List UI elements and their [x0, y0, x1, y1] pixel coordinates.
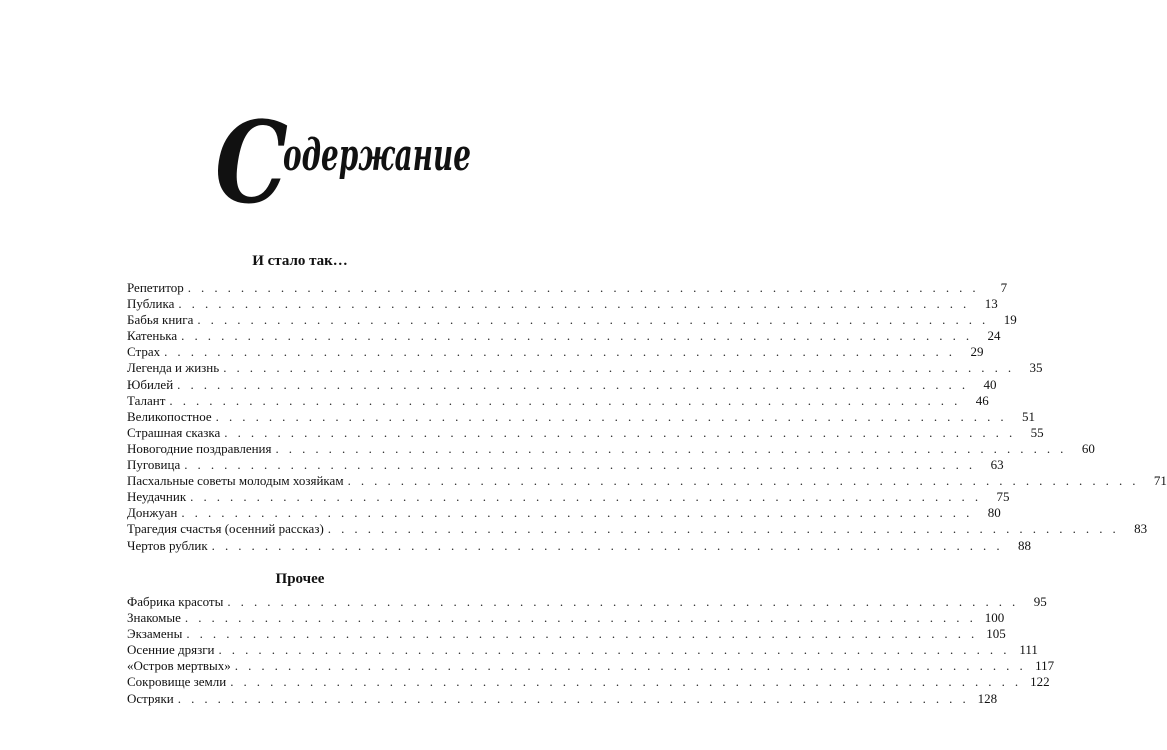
toc-entry [127, 626, 1006, 642]
toc-entry [127, 610, 1005, 626]
toc-entry-page-number: 7 [1000, 280, 1008, 295]
toc-entry-title: Донжуан [127, 505, 178, 521]
dot-leader [275, 441, 1066, 457]
dot-leader [177, 377, 968, 393]
toc-entry [127, 674, 1050, 690]
dot-leader [212, 538, 1003, 554]
toc-entry [127, 521, 1148, 537]
toc-entry-title: Экзамены [127, 626, 183, 642]
dot-leader [216, 409, 1007, 425]
dot-leader [190, 489, 981, 505]
toc-entry [127, 408, 1036, 425]
dot-leader [181, 505, 972, 521]
title-rest: одержание [283, 130, 471, 181]
dot-leader [328, 521, 1119, 537]
toc-entry [127, 537, 1032, 554]
toc-entry-title: Страшная сказка [127, 424, 221, 440]
toc-entry [127, 392, 989, 409]
dot-leader [219, 642, 1010, 658]
toc-entry-page-number: 24 [987, 328, 1001, 344]
toc-entry [127, 457, 1004, 473]
toc-entry-page-number: 75 [996, 489, 1010, 505]
toc-entry-page-number: 88 [1018, 537, 1032, 553]
toc-entry [127, 328, 1001, 344]
dot-leader [227, 594, 1018, 610]
toc-entry [127, 296, 998, 312]
toc-entry-page-number: 40 [983, 376, 997, 392]
dot-leader [185, 610, 976, 626]
toc-entry-page-number: 80 [987, 505, 1001, 521]
toc-entry-title: Сокровище земли [127, 674, 227, 690]
toc-entry-title: Бабья книга [127, 312, 194, 328]
toc-entry-page-number: 19 [1003, 312, 1017, 328]
toc-entry-title: Пасхальные советы молодым хозяйкам [127, 473, 344, 489]
toc-entry [127, 312, 1017, 328]
toc-entry [127, 505, 1001, 521]
toc-entry [127, 594, 1047, 610]
toc-entry-title: Трагедия счастья (осенний рассказ) [127, 521, 324, 537]
toc-entry-page-number: 111 [1019, 642, 1038, 658]
toc-entry [127, 473, 1167, 489]
dot-leader [184, 457, 975, 473]
toc-entry-page-number: 46 [975, 392, 989, 408]
dot-leader [164, 344, 955, 360]
toc-entry-title: Остряки [127, 690, 174, 706]
toc-entry-page-number: 105 [986, 626, 1006, 642]
toc-entry-title: Новогодние поздравления [127, 440, 272, 456]
toc-entry-title: Легенда и жизнь [127, 360, 220, 376]
toc-entry [127, 424, 1044, 441]
toc-list [127, 280, 1167, 554]
toc-entry [127, 376, 997, 393]
toc-entry-title: Чертов рублик [127, 537, 208, 553]
toc-entry-title: Великопостное [127, 408, 212, 424]
dot-leader [224, 425, 1015, 441]
toc-entry [127, 360, 1043, 376]
dot-leader [197, 312, 988, 328]
toc-entry [127, 489, 1010, 505]
toc-entry-page-number: 55 [1030, 424, 1044, 440]
toc-entry-title: «Остров мертвых» [127, 658, 231, 674]
toc-entry-page-number: 35 [1029, 360, 1043, 376]
toc-entry-title: Репетитор [127, 280, 184, 295]
dot-leader [348, 473, 1139, 489]
toc-entry-title: Пуговица [127, 457, 181, 473]
toc-entry-page-number: 117 [1035, 658, 1055, 674]
toc-list [127, 594, 1055, 707]
toc-entry [127, 658, 1055, 674]
toc-entry-title: Катенька [127, 328, 178, 344]
toc-entry-title: Страх [127, 344, 161, 360]
dot-leader [178, 691, 969, 707]
dot-leader [230, 674, 1021, 690]
toc-entry-title: Осенние дрязги [127, 642, 215, 658]
toc-entry-page-number: 71 [1153, 473, 1167, 489]
toc-entry-page-number: 122 [1030, 674, 1050, 690]
toc-entry [127, 690, 998, 707]
toc-entry-page-number: 95 [1033, 594, 1047, 609]
toc-entry-page-number: 63 [990, 457, 1004, 473]
dot-leader [235, 658, 1026, 674]
dot-leader [188, 280, 979, 296]
toc-entry-page-number: 29 [970, 344, 984, 360]
toc-entry-title: Фабрика красоты [127, 594, 224, 609]
toc-entry-page-number: 51 [1022, 408, 1036, 424]
dot-leader [223, 360, 1014, 376]
toc-entry-title: Знакомые [127, 610, 181, 626]
section-heading: Прочее [275, 571, 325, 587]
toc-entry-title: Талант [127, 392, 166, 408]
section-heading: И стало так… [252, 253, 348, 269]
dot-leader [181, 328, 972, 344]
toc-entry [127, 642, 1038, 658]
toc-entry [127, 440, 1095, 457]
toc-entry-page-number: 128 [977, 690, 998, 706]
dot-leader [186, 626, 977, 642]
toc-entry [127, 280, 1008, 296]
title-initial: С [215, 98, 289, 230]
decorative-title-lettering [215, 100, 475, 230]
toc-entry-title: Публика [127, 296, 175, 312]
toc-entry-page-number: 100 [984, 610, 1005, 626]
toc-entry-page-number: 60 [1081, 440, 1095, 456]
toc-entry-page-number: 83 [1134, 521, 1148, 537]
toc-entry [127, 344, 984, 360]
dot-leader [169, 393, 960, 409]
toc-entry-title: Неудачник [127, 489, 187, 505]
toc-entry-title: Юбилей [127, 376, 174, 392]
toc-entry-page-number: 13 [984, 296, 998, 312]
page-title [215, 100, 475, 230]
dot-leader [178, 296, 969, 312]
